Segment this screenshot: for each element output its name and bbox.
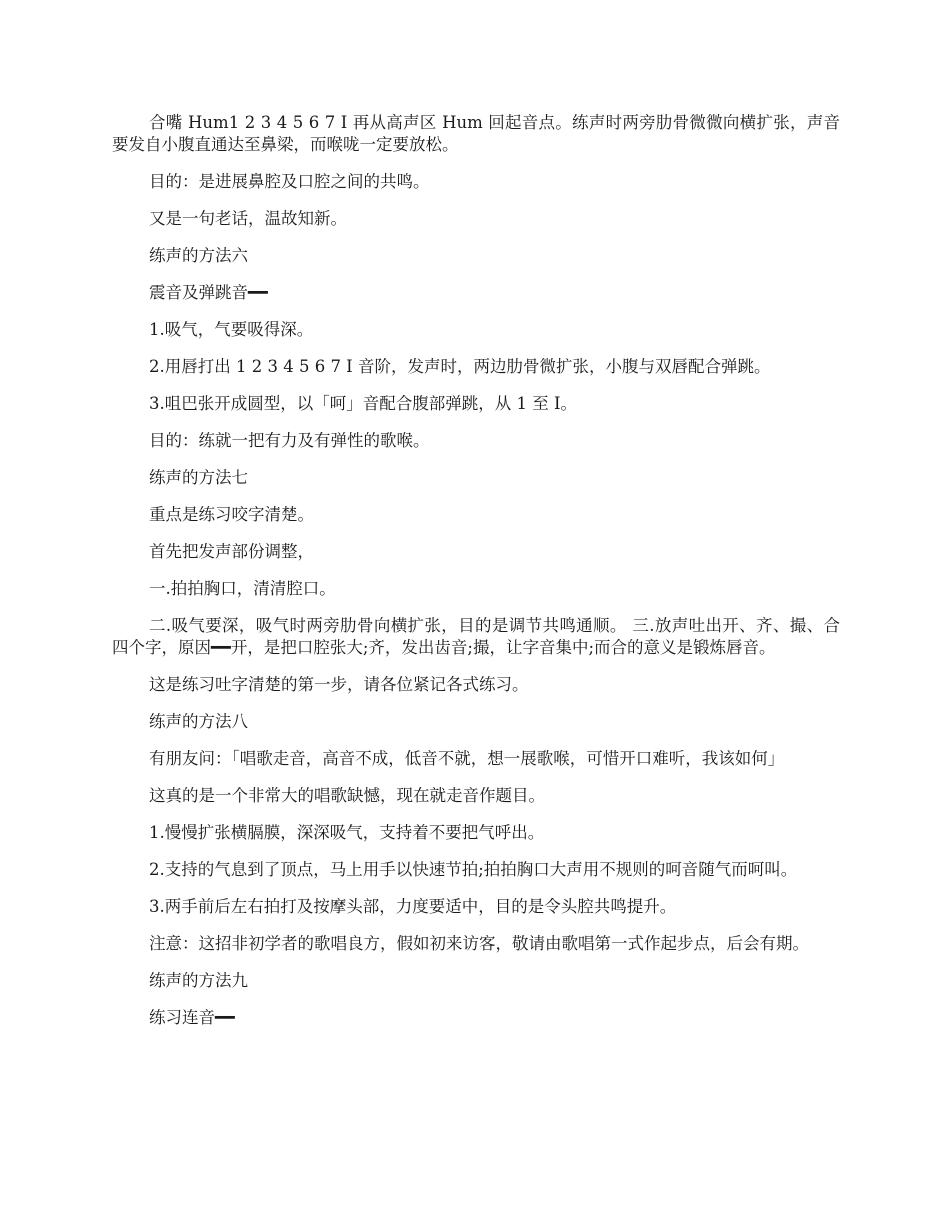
list-item-round-mouth: 3.咀巴张开成圆型，以「呵」音配合腹部弹跳，从 1 至 I。: [149, 394, 577, 413]
paragraph-off-pitch: 这真的是一个非常大的唱歌缺憾，现在就走音作题目。: [149, 786, 545, 805]
section-heading-method-9: 练声的方法九: [149, 971, 248, 990]
list-item-deep-breath: 二.吸气要深，吸气时两旁肋骨向横扩张，目的是调节共鸣通顺。 三.放声吐出开、齐、撮、合四个字，原因━━开，是把口腔张大;齐，发出齿音;撮，让字音集中;而合的意义是锻炼唇音。: [112, 616, 840, 657]
paragraph-first-step: 这是练习吐字清楚的第一步，请各位紧记各式练习。: [149, 675, 529, 694]
list-item-fast-beat: 2.支持的气息到了顶点，马上用手以快速节拍;拍拍胸口大声用不规则的呵音随气而呵叫。: [149, 860, 798, 879]
list-item-inhale: 1.吸气，气要吸得深。: [149, 320, 314, 339]
list-item-pat-chest: 一.拍拍胸口，清清腔口。: [149, 579, 336, 598]
paragraph-old-saying: 又是一句老话，温故知新。: [149, 209, 347, 228]
paragraph-adjust-first: 首先把发声部份调整，: [149, 542, 314, 561]
paragraph-diction-focus: 重点是练习咬字清楚。: [149, 505, 314, 524]
document-body: [112, 112, 840, 1044]
section-heading-method-6: 练声的方法六: [149, 246, 248, 265]
paragraph-friend-question: 有朋友问：「唱歌走音，高音不成，低音不就，想一展歌喉，可惜开口难听，我该如何」: [149, 749, 785, 768]
section-heading-method-8: 练声的方法八: [149, 712, 248, 731]
paragraph-note: 注意：这招非初学者的歌唱良方，假如初来访客，敬请由歌唱第一式作起步点，后会有期。: [149, 934, 809, 953]
list-item-lip-scale: 2.用唇打出 1 2 3 4 5 6 7 I 音阶，发声时，两边肋骨微扩张，小腹与双唇配合弹跳。: [149, 357, 771, 376]
paragraph-purpose-voice: 目的：练就一把有力及有弹性的歌喉。: [149, 431, 430, 450]
paragraph-hum-exercise: 合嘴 Hum1 2 3 4 5 6 7 I 再从高声区 Hum 回起音点。练声时两旁肋骨微微向横扩张，声音要发自小腹直通达至鼻梁，而喉咙一定要放松。: [112, 113, 840, 154]
list-item-head-massage: 3.两手前后左右拍打及按摩头部，力度要适中，目的是令头腔共鸣提升。: [149, 897, 677, 916]
list-item-diaphragm: 1.慢慢扩张横膈膜，深深吸气，支持着不要把气呼出。: [149, 823, 545, 842]
paragraph-legato-title: 练习连音━━: [149, 1008, 235, 1027]
paragraph-vibrato-title: 震音及弹跳音━━: [149, 283, 268, 302]
section-heading-method-7: 练声的方法七: [149, 468, 248, 487]
paragraph-purpose-resonance: 目的：是进展鼻腔及口腔之间的共鸣。: [149, 172, 430, 191]
